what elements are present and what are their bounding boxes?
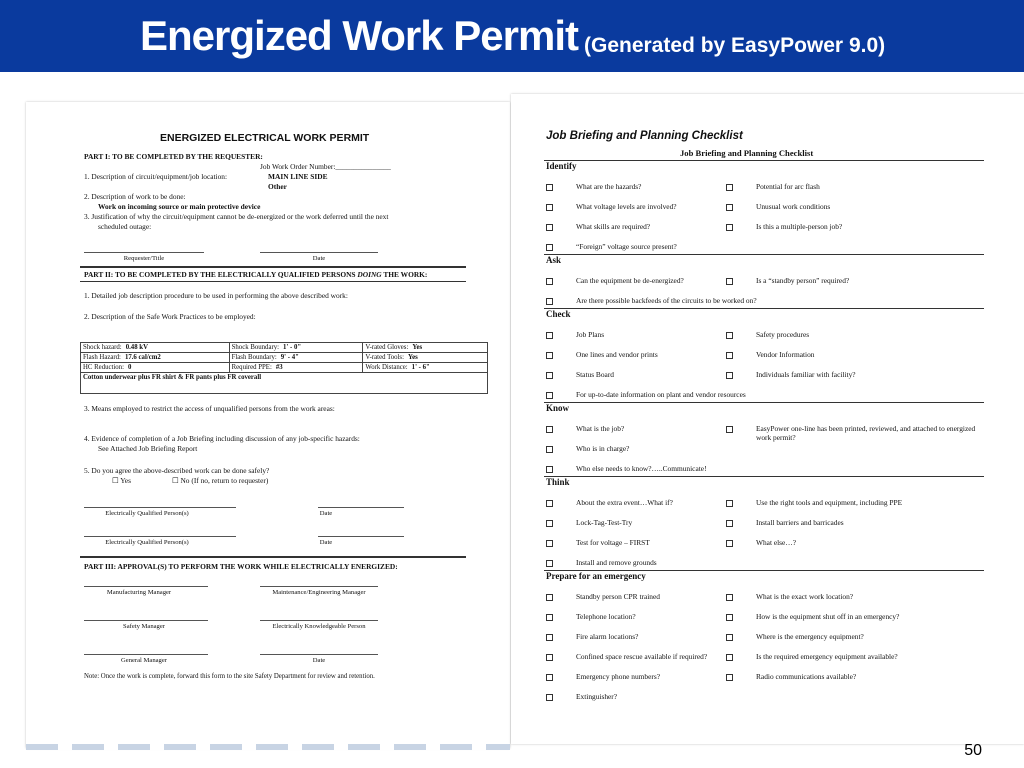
divider	[80, 281, 466, 282]
item-3-label-cont: scheduled outage:	[98, 222, 152, 231]
hazard-value: 17.6 cal/cm2	[124, 354, 161, 361]
section-heading: Identify	[546, 161, 577, 171]
signature-line	[260, 654, 378, 655]
hazard-cell	[363, 363, 488, 373]
permit-title: ENERGIZED ELECTRICAL WORK PERMIT	[160, 132, 370, 144]
checklist-item: Install barriers and barricades	[756, 518, 844, 527]
part2-item-3: 3. Means employed to restrict the access of unqualified persons from the work areas:	[84, 404, 335, 413]
checkbox[interactable]	[726, 352, 733, 359]
checkbox[interactable]	[726, 540, 733, 547]
hazard-note: Cotton underwear plus FR shirt & FR pants plus FR coverall	[81, 373, 488, 394]
checklist-item: Standby person CPR trained	[576, 592, 660, 601]
checklist-item: For up-to-date information on plant and vendor resources	[576, 390, 746, 399]
hazard-row	[81, 353, 488, 363]
hazard-label: V-rated Gloves:	[365, 344, 409, 351]
item-3-label: 3. Justification of why the circuit/equipment cannot be de-energized or the work deferred until the next	[84, 212, 389, 221]
divider	[80, 266, 466, 268]
checkbox[interactable]	[546, 654, 553, 661]
hazard-cell	[81, 343, 230, 353]
checklist-item: Are there possible backfeeds of the circuits to be worked on?	[576, 296, 757, 305]
checkbox[interactable]	[546, 694, 553, 701]
section-rule	[544, 402, 984, 403]
hazard-label: Shock Boundary:	[231, 344, 280, 351]
signature-line	[84, 536, 236, 537]
checkbox[interactable]	[726, 674, 733, 681]
item-2-value: Work on incoming source or main protective device	[98, 202, 261, 211]
checkbox[interactable]	[546, 520, 553, 527]
checkbox[interactable]	[726, 500, 733, 507]
section-heading: Check	[546, 309, 571, 319]
hazard-label: Flash Boundary:	[231, 354, 277, 361]
hazard-label: Required PPE:	[231, 364, 272, 371]
hazard-value: 9' - 4"	[280, 354, 299, 361]
checkbox[interactable]	[546, 540, 553, 547]
part3-heading: PART III: APPROVAL(S) TO PERFORM THE WORK WHILE ELECTRICALLY ENERGIZED:	[84, 562, 398, 571]
hazard-value: 1' - 6"	[411, 364, 430, 371]
checklist-item: Vendor Information	[756, 350, 815, 359]
signature-line	[260, 620, 378, 621]
checkbox[interactable]	[546, 204, 553, 211]
checkbox[interactable]	[726, 184, 733, 191]
signature-line	[318, 507, 404, 508]
hazard-value: Yes	[412, 344, 423, 351]
checklist-item: What are the hazards?	[576, 182, 642, 191]
checkbox[interactable]	[546, 244, 553, 251]
checkbox[interactable]	[726, 332, 733, 339]
part2-heading-emphasis: DOING	[357, 270, 382, 279]
checklist-item: What voltage levels are involved?	[576, 202, 677, 211]
no-checkbox[interactable]: ☐ No (If no, return to requester)	[172, 476, 269, 485]
item-1-label: 1. Description of circuit/equipment/job location:	[84, 172, 228, 181]
checklist-item: Status Board	[576, 370, 614, 379]
date-caption: Date	[319, 539, 333, 546]
checkbox[interactable]	[726, 426, 733, 433]
hazard-value: #3	[275, 364, 283, 371]
date-caption: Date	[312, 657, 326, 664]
checklist-item: How is the equipment shut off in an emergency?	[756, 612, 900, 621]
section-rule	[544, 308, 984, 309]
checklist-item: Who is in charge?	[576, 444, 630, 453]
part2-heading	[84, 270, 427, 279]
checkbox[interactable]	[546, 634, 553, 641]
item-2-label: 2. Description of work to be done:	[84, 192, 186, 201]
hazard-table	[80, 342, 488, 394]
checkbox[interactable]	[726, 654, 733, 661]
checklist-item: Emergency phone numbers?	[576, 672, 661, 681]
checkbox[interactable]	[726, 278, 733, 285]
checklist-item: Unusual work conditions	[756, 202, 831, 211]
permit-note: Note: Once the work is complete, forward this form to the site Safety Department for review and retention.	[84, 673, 375, 680]
signature-line	[260, 252, 378, 253]
checkbox[interactable]	[546, 594, 553, 601]
checklist-item: Radio communications available?	[756, 672, 857, 681]
checkbox[interactable]	[726, 520, 733, 527]
hazard-value: 1' - 0"	[283, 344, 302, 351]
section-heading: Prepare for an emergency	[546, 571, 646, 581]
checklist-item: Test for voltage – FIRST	[576, 538, 650, 547]
checkbox[interactable]	[726, 224, 733, 231]
hazard-value: Yes	[407, 354, 418, 361]
signature-line	[318, 536, 404, 537]
hazard-cell	[229, 343, 363, 353]
hazard-label: Work Distance:	[365, 364, 408, 371]
mfg-manager-caption: Manufacturing Manager	[106, 589, 172, 596]
checkbox[interactable]	[546, 446, 553, 453]
section-heading: Ask	[546, 255, 562, 265]
hazard-cell	[363, 353, 488, 363]
checklist-item: Potential for arc flash	[756, 182, 820, 191]
checklist-item: What else…?	[756, 538, 797, 547]
part2-item-1: 1. Detailed job description procedure to be used in performing the above described work:	[84, 291, 348, 300]
checkbox[interactable]	[546, 278, 553, 285]
checklist-item: Is the required emergency equipment available?	[756, 652, 898, 661]
checklist-document	[511, 94, 1024, 744]
part2-item-2: 2. Description of the Safe Work Practices to be employed:	[84, 312, 256, 321]
checklist-item: Fire alarm locations?	[576, 632, 639, 641]
checkbox[interactable]	[546, 184, 553, 191]
hazard-label: Flash Hazard:	[83, 354, 121, 361]
checkbox[interactable]	[546, 560, 553, 567]
checklist-item: Use the right tools and equipment, including PPE	[756, 498, 903, 507]
checkbox[interactable]	[546, 352, 553, 359]
hazard-value: 0.48 kV	[125, 344, 148, 351]
item-1-value-2: Other	[268, 182, 287, 191]
title-banner	[0, 0, 1024, 72]
checklist-heading: Job Briefing and Planning Checklist	[680, 148, 814, 158]
hazard-label: V-rated Tools:	[365, 354, 404, 361]
hazard-cell	[81, 353, 230, 363]
checklist-item: Is this a multiple-person job?	[756, 222, 843, 231]
checklist-item: One lines and vendor prints	[576, 350, 658, 359]
decorative-strip	[26, 744, 510, 750]
yes-checkbox[interactable]: ☐ Yes	[112, 476, 131, 485]
checkbox[interactable]	[546, 500, 553, 507]
hazard-cell	[229, 363, 363, 373]
checkbox[interactable]	[546, 674, 553, 681]
checkbox[interactable]	[726, 634, 733, 641]
part2-heading-text: PART II: TO BE COMPLETED BY THE ELECTRICALLY QUALIFIED PERSONS	[84, 270, 358, 279]
section-rule	[544, 476, 984, 477]
part2-item-5: 5. Do you agree the above-described work can be done safely?	[84, 466, 270, 475]
checklist-item: What is the job?	[576, 424, 625, 433]
job-order-number: Job Work Order Number:_______________	[260, 162, 391, 171]
checkbox[interactable]	[546, 332, 553, 339]
divider	[80, 556, 466, 558]
section-heading: Know	[546, 403, 570, 413]
checklist-item: “Foreign” voltage source present?	[576, 242, 677, 251]
signature-line	[84, 620, 208, 621]
signature-line	[260, 586, 378, 587]
checklist-item: What skills are required?	[576, 222, 651, 231]
signature-line	[84, 654, 208, 655]
eqp-caption: Electrically Qualified Person(s)	[105, 510, 189, 517]
checklist-item: Job Plans	[576, 330, 605, 339]
hazard-value: 0	[127, 364, 132, 371]
checklist-item: EasyPower one-line has been printed, reviewed, and attached to energized work permit?	[756, 424, 976, 442]
section-rule	[544, 254, 984, 255]
hazard-label: HC Reduction:	[83, 364, 124, 371]
part2-item-4-cont: See Attached Job Briefing Report	[98, 444, 198, 453]
checkbox[interactable]	[546, 372, 553, 379]
checkbox[interactable]	[726, 614, 733, 621]
part2-heading-tail: THE WORK:	[381, 270, 428, 279]
checklist-item: What is the exact work location?	[756, 592, 854, 601]
checkbox[interactable]	[726, 204, 733, 211]
checkbox[interactable]	[546, 298, 553, 305]
checklist-item: Install and remove grounds	[576, 558, 657, 567]
hazard-label: Shock hazard:	[83, 344, 122, 351]
checkbox[interactable]	[546, 466, 553, 473]
checkbox[interactable]	[726, 372, 733, 379]
slide-subtitle: (Generated by EasyPower 9.0)	[584, 34, 886, 57]
requester-caption: Requester/Title	[123, 255, 165, 262]
checklist-title: Job Briefing and Planning Checklist	[546, 130, 743, 142]
checkbox[interactable]	[546, 224, 553, 231]
part1-heading: PART I: TO BE COMPLETED BY THE REQUESTER:	[84, 152, 263, 161]
hazard-cell	[81, 363, 230, 373]
hazard-row	[81, 363, 488, 373]
part2-item-4: 4. Evidence of completion of a Job Briefing including discussion of any job-specific hazards:	[84, 434, 360, 443]
checkbox[interactable]	[546, 614, 553, 621]
checklist-item: Who else needs to know?…..Communicate!	[576, 464, 707, 473]
checklist-item: Can the equipment be de-energized?	[576, 276, 684, 285]
maint-manager-caption: Maintenance/Engineering Manager	[272, 589, 366, 596]
date-caption: Date	[319, 510, 333, 517]
checklist-item: Telephone location?	[576, 612, 636, 621]
signature-line	[84, 252, 204, 253]
ek-person-caption: Electrically Knowledgeable Person	[272, 623, 366, 630]
gm-caption: General Manager	[121, 657, 167, 664]
item-1-value: MAIN LINE SIDE	[268, 172, 328, 181]
signature-line	[84, 507, 236, 508]
eqp-caption: Electrically Qualified Person(s)	[105, 539, 189, 546]
slide-title: Energized Work Permit	[140, 12, 579, 59]
checklist-item: About the extra event…What if?	[576, 498, 673, 507]
checklist-item: Where is the emergency equipment?	[756, 632, 864, 641]
section-heading: Think	[546, 477, 570, 487]
checklist-item: Extinguisher?	[576, 692, 618, 701]
checklist-item: Is a “standby person” required?	[756, 276, 850, 285]
checklist-item: Individuals familiar with facility?	[756, 370, 856, 379]
checklist-item: Lock-Tag-Test-Try	[576, 518, 633, 527]
hazard-row	[81, 343, 488, 353]
checkbox[interactable]	[546, 392, 553, 399]
checkbox[interactable]	[726, 594, 733, 601]
slide-number: 50	[964, 742, 982, 759]
checklist-item: Confined space rescue available if required?	[576, 652, 708, 661]
hazard-cell	[229, 353, 363, 363]
signature-line	[84, 586, 208, 587]
section-rule	[544, 160, 984, 161]
checklist-item: Safety procedures	[756, 330, 810, 339]
date-caption: Date	[312, 255, 326, 262]
safety-manager-caption: Safety Manager	[123, 623, 165, 630]
checkbox[interactable]	[546, 426, 553, 433]
hazard-cell	[363, 343, 488, 353]
